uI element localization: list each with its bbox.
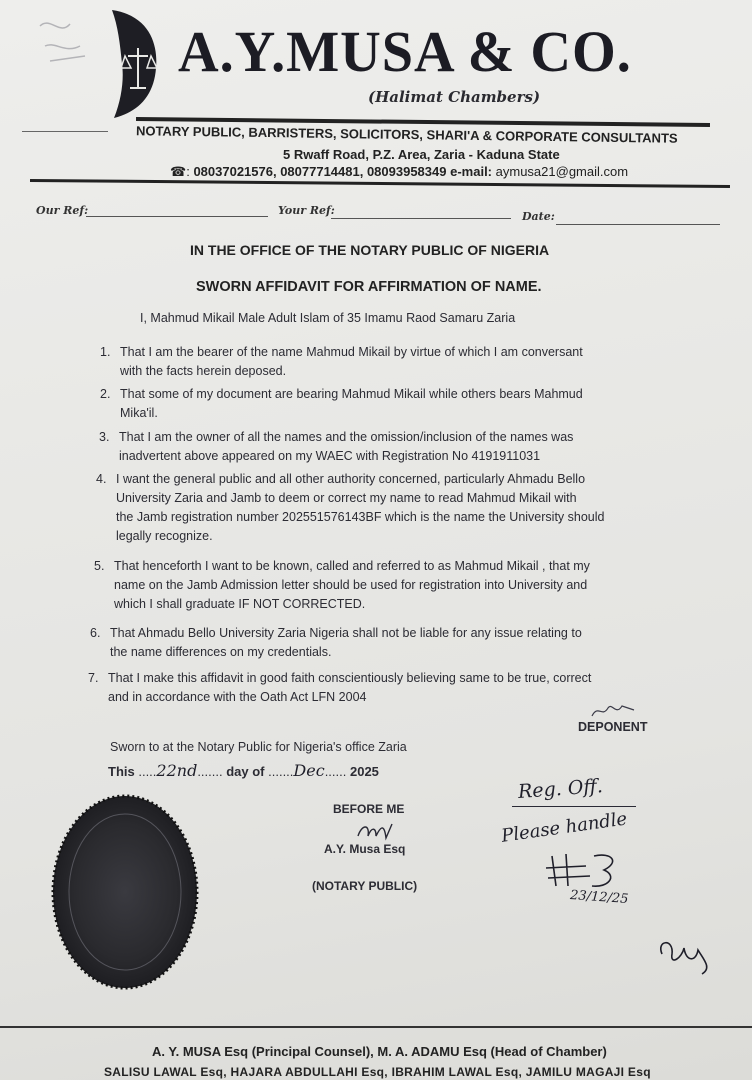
handwritten-date: 23/12/25	[569, 887, 629, 908]
deponent-label: DEPONENT	[578, 720, 648, 734]
sworn-month-handwritten: Dec	[293, 761, 325, 780]
your-ref-label: Your Ref:	[278, 204, 335, 217]
services-line: NOTARY PUBLIC, BARRISTERS, SOLICITORS, SHARI'A & CORPORATE CONSULTANTS	[135, 123, 678, 146]
footer-rule	[0, 1026, 752, 1028]
email-address: aymusa21@gmail.com	[495, 164, 629, 179]
before-me-label: BEFORE ME	[333, 802, 405, 816]
your-ref-line	[331, 218, 511, 219]
date-label: Date:	[522, 210, 555, 223]
handwritten-flourish	[652, 928, 722, 976]
phone-icon: ☎:	[170, 164, 190, 179]
affidavit-title: SWORN AFFIDAVIT FOR AFFIRMATION OF NAME.	[196, 279, 542, 295]
handwritten-please-handle: Please handle	[500, 808, 629, 847]
notary-public-label: (NOTARY PUBLIC)	[312, 879, 418, 893]
notary-seal-stamp	[50, 792, 200, 992]
email-label: e-mail:	[450, 164, 493, 179]
handwritten-underline	[512, 806, 636, 807]
date-line	[556, 224, 720, 225]
sworn-date-line: This .....22nd....... day of .......Dec...... 2025	[108, 761, 379, 780]
deponent-intro: I, Mahmud Mikail Male Adult Islam of 35 Imamu Raod Samaru Zaria	[140, 311, 516, 325]
chambers-name: (Halimat Chambers)	[368, 88, 541, 106]
handwritten-initials	[542, 846, 632, 894]
letterhead-rule-left	[22, 131, 108, 132]
notary-office-heading: IN THE OFFICE OF THE NOTARY PUBLIC OF NIGERIA	[190, 242, 550, 258]
scales-of-justice-logo	[108, 8, 160, 120]
handwritten-reg-off: Reg. Off.	[517, 775, 604, 803]
faint-doodle	[30, 6, 100, 86]
our-ref-label: Our Ref:	[36, 204, 89, 217]
firm-name: A.Y.MUSA & CO.	[178, 19, 632, 84]
notary-name: A.Y. Musa Esq	[324, 842, 406, 856]
contact-line	[170, 164, 628, 180]
sworn-statement: Sworn to at the Notary Public for Nigeria's office Zaria	[110, 740, 407, 754]
address-line: 5 Rwaff Road, P.Z. Area, Zaria - Kaduna State	[283, 147, 560, 162]
affidavit-page: A.Y.MUSA & CO. (Halimat Chambers) NOTARY PUBLIC, BARRISTERS, SOLICITORS, SHARI'A & CORPORATE CONSULTANTS 5 Rwaff Road, P.Z. Area, Zaria - Kaduna State ☎: 08037021576, 08077714481, 08093958349 e-mail: aymusa21@gmail.com Our Ref: Your Ref: Date: IN THE OFFICE OF THE NOTARY PUBLIC OF NIGERIA SWORN AFFIDAVIT FOR AFFIRMATION OF NAME. I, Mahmud Mikail Male Adult Islam of 35 Imamu Raod Samaru Zaria 1. That I am the bearer of the name Mahmud Mikail by virtue of which I am conversant with the facts herein deposed. 2. That some of my document are bearing Mahmud Mikail while others bears Mahmud Mika'il. 3. That I am the owner of all the names and the omission/inclusion of the names was inadvertent above appeared on my WAEC with Registration No 4191911031 4. I want the general public and all other authority concerned, particularly Ahmadu Bello University Zaria and Jamb to deem or correct my name to read Mahmud Mikail with the Jamb registration number 202551576143BF which is the name the University should legally recognize. 5. That henceforth I want to be known, called and referred to as Mahmud Mikail , that my name on the Jamb Admission letter should be used for registration into University and which I shall graduate IF NOT CORRECTED. 6. That Ahmadu Bello University Zaria Nigeria shall not be liable for any issue relating to the name differences on my credentials. 7. That I make this affidavit in good faith conscientiously believing same to be true, correct and in accordance with the Oath Act LFN 2004 DEPONENT Sworn to at the Notary Public for Nigeria's office Zaria This .....22nd....... day of .......Dec...... 2025 BEFORE ME A.Y. Musa Esq (NOTARY PUBLIC) Reg. Off. Please handle 23/12/25 A. Y. MUSA Esq (Principal Counsel), M. A. ADAMU Esq (Head of Chamber) SALISU LAWAL Esq, HAJARA ABDULLAHI Esq, IBRAHIM LAWAL Esq, JAMILU MAGAJI Esq	[0, 0, 752, 1080]
letterhead-rule-bottom	[30, 179, 730, 188]
our-ref-line	[86, 216, 268, 217]
deponent-signature	[588, 700, 638, 722]
phone-numbers: 08037021576, 08077714481, 08093958349	[193, 164, 447, 179]
notary-signature	[354, 818, 404, 844]
footer-counsel-line: A. Y. MUSA Esq (Principal Counsel), M. A. ADAMU Esq (Head of Chamber)	[152, 1044, 607, 1059]
sworn-day-handwritten: 22nd	[156, 761, 198, 780]
footer-associates-line: SALISU LAWAL Esq, HAJARA ABDULLAHI Esq, IBRAHIM LAWAL Esq, JAMILU MAGAJI Esq	[104, 1065, 651, 1079]
